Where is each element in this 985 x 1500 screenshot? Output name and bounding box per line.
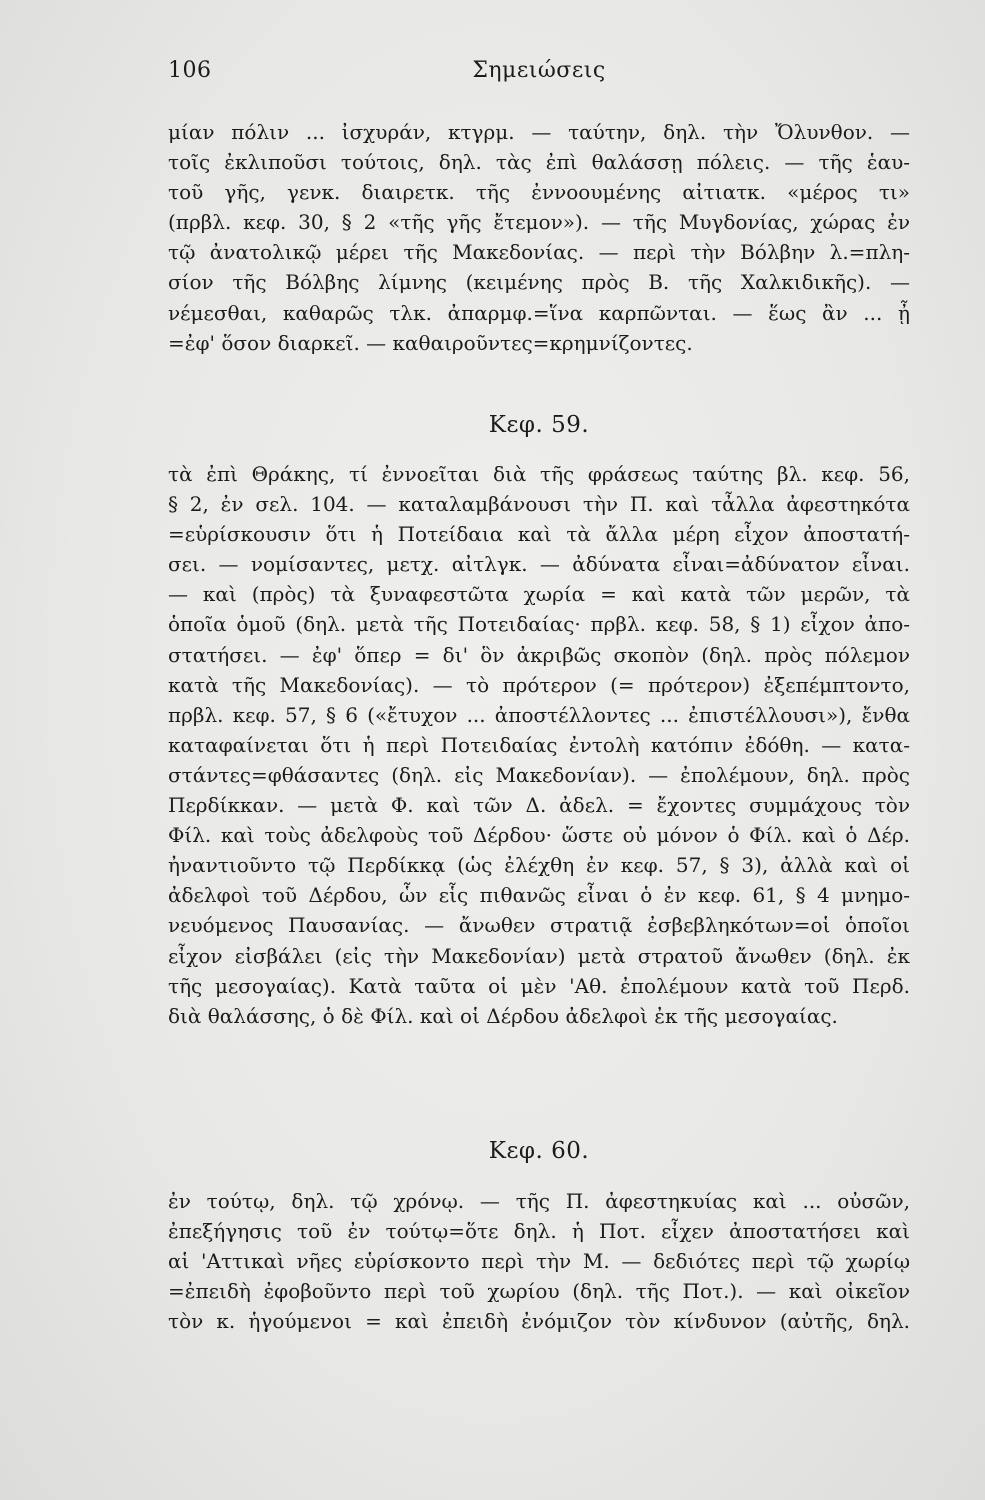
page-number: 106	[168, 58, 212, 83]
notes-paragraph-chapter-58	[168, 117, 910, 358]
page-header	[168, 58, 910, 88]
text-line: διὰ θαλάσσης, ὁ δὲ Φίλ. καὶ οἱ Δέρδου ἀδελφοὶ ἐκ τῆς μεσογαίας.	[168, 1003, 838, 1028]
text-line: εἶχον εἰσβάλει (εἰς τὴν Μακεδονίαν) μετὰ στρατοῦ ἄνωθεν (δηλ. ἐκ	[168, 943, 910, 968]
text-line: =ἐπειδὴ ἐφοβοῦντο περὶ τοῦ χωρίου (δηλ. τῆς Ποτ.). — καὶ οἰκεῖον	[168, 1279, 910, 1304]
text-line: κατὰ τῆς Μακεδονίας). — τὸ πρότερον (= πρότερον) ἐξεπέμπτοντο,	[168, 672, 910, 697]
notes-paragraph-chapter-60	[168, 1186, 910, 1336]
text-line: νευόμενος Παυσανίας. — ἄνωθεν στρατιᾷ ἐσβεβληκότων=οἱ ὁποῖοι	[168, 913, 910, 938]
text-line: τοῖς ἐκλιποῦσι τούτοις, δηλ. τὰς ἐπὶ θαλάσσῃ πόλεις. — τῆς ἑαυ-	[168, 150, 910, 175]
text-line: πρβλ. κεφ. 57, § 6 («ἔτυχον ... ἀποστέλλοντες ... ἐπιστέλλουσι»), ἔνθα	[168, 702, 910, 727]
text-line: — καὶ (πρὸς) τὰ ξυναφεστῶτα χωρία = καὶ κατὰ τῶν μερῶν, τὰ	[168, 582, 910, 607]
text-line: μίαν πόλιν ... ἰσχυράν, κτγρμ. — ταύτην, δηλ. τὴν Ὄλυνθον. —	[168, 120, 910, 144]
text-line: τῷ ἀνατολικῷ μέρει τῆς Μακεδονίας. — περὶ τὴν Βόλβην λ.=πλη-	[168, 240, 910, 265]
text-line: τῆς μεσογαίας). Κατὰ ταῦτα οἱ μὲν 'Αθ. ἐπολέμουν κατὰ τοῦ Περδ.	[168, 973, 910, 998]
text-line: (πρβλ. κεφ. 30, § 2 «τῆς γῆς ἔτεμον»). — τῆς Μυγδονίας, χώρας ἐν	[168, 210, 910, 235]
text-line: στατήσει. — ἐφ' ὅπερ = δι' ὃν ἀκριβῶς σκοπὸν (δηλ. πρὸς πόλεμον	[168, 642, 910, 667]
text-line: ἐν τούτῳ, δηλ. τῷ χρόνῳ. — τῆς Π. ἀφεστηκυίας καὶ ... οὐσῶν,	[168, 1189, 910, 1213]
text-line: στάντες=φθάσαντες (δηλ. εἰς Μακεδονίαν). — ἐπολέμουν, δηλ. πρὸς	[168, 762, 910, 787]
running-title: Σημειώσεις	[472, 58, 606, 83]
text-line: καταφαίνεται ὅτι ἡ περὶ Ποτειδαίας ἐντολὴ κατόπιν ἐδόθη. — κατα-	[168, 732, 910, 757]
text-line: νέμεσθαι, καθαρῶς τλκ. ἀπαρμφ.=ἵνα καρπῶνται. — ἕως ἂν ... ᾖ	[168, 300, 910, 325]
text-line: ἀδελφοὶ τοῦ Δέρδου, ὧν εἷς πιθανῶς εἶναι ὁ ἐν κεφ. 61, § 4 μνημο-	[168, 883, 910, 908]
notes-paragraph-chapter-59	[168, 459, 910, 1031]
text-line: § 2, ἐν σελ. 104. — καταλαμβάνουσι τὴν Π. καὶ τἆλλα ἀφεστηκότα	[168, 492, 910, 517]
text-line: ἠναντιοῦντο τῷ Περδίκκᾳ (ὡς ἐλέχθη ἐν κεφ. 57, § 3), ἀλλὰ καὶ οἱ	[168, 853, 910, 878]
text-line: ὁποῖα ὁμοῦ (δηλ. μετὰ τῆς Ποτειδαίας· πρβλ. κεφ. 58, § 1) εἶχον ἀπο-	[168, 612, 910, 637]
text-line: =ἐφ' ὅσον διαρκεῖ. — καθαιροῦντες=κρημνίζοντες.	[168, 330, 693, 355]
chapter-heading-60: Κεφ. 60.	[488, 1138, 590, 1164]
text-line: τὸν κ. ἡγούμενοι = καὶ ἐπειδὴ ἐνόμιζον τὸν κίνδυνον (αὐτῆς, δηλ.	[168, 1309, 910, 1334]
text-line: Περδίκκαν. — μετὰ Φ. καὶ τῶν Δ. ἀδελ. = ἔχοντες συμμάχους τὸν	[168, 793, 910, 818]
text-line: τοῦ γῆς, γενκ. διαιρετκ. τῆς ἐννοουμένης αἰτιατκ. «μέρος τι»	[168, 180, 910, 205]
text-line: τὰ ἐπὶ Θράκης, τί ἐννοεῖται διὰ τῆς φράσεως ταύτης βλ. κεφ. 56,	[168, 462, 910, 486]
text-line: αἱ 'Αττικαὶ νῆες εὑρίσκοντο περὶ τὴν Μ. — δεδιότες περὶ τῷ χωρίῳ	[168, 1249, 910, 1274]
chapter-heading-59: Κεφ. 59.	[488, 412, 590, 438]
text-line: σίον τῆς Βόλβης λίμνης (κειμένης πρὸς Β. τῆς Χαλκιδικῆς). —	[168, 270, 910, 295]
text-line: =εὑρίσκουσιν ὅτι ἡ Ποτείδαια καὶ τὰ ἄλλα μέρη εἶχον ἀποστατή-	[168, 522, 910, 547]
text-line: ἐπεξήγησις τοῦ ἐν τούτῳ=ὅτε δηλ. ἡ Ποτ. εἶχεν ἀποστατήσει καὶ	[168, 1219, 910, 1244]
text-line: σει. — νομίσαντες, μετχ. αἰτλγκ. — ἀδύνατα εἶναι=ἀδύνατον εἶναι.	[168, 552, 910, 577]
text-line: Φίλ. καὶ τοὺς ἀδελφοὺς τοῦ Δέρδου· ὥστε οὐ μόνον ὁ Φίλ. καὶ ὁ Δέρ.	[168, 823, 910, 848]
